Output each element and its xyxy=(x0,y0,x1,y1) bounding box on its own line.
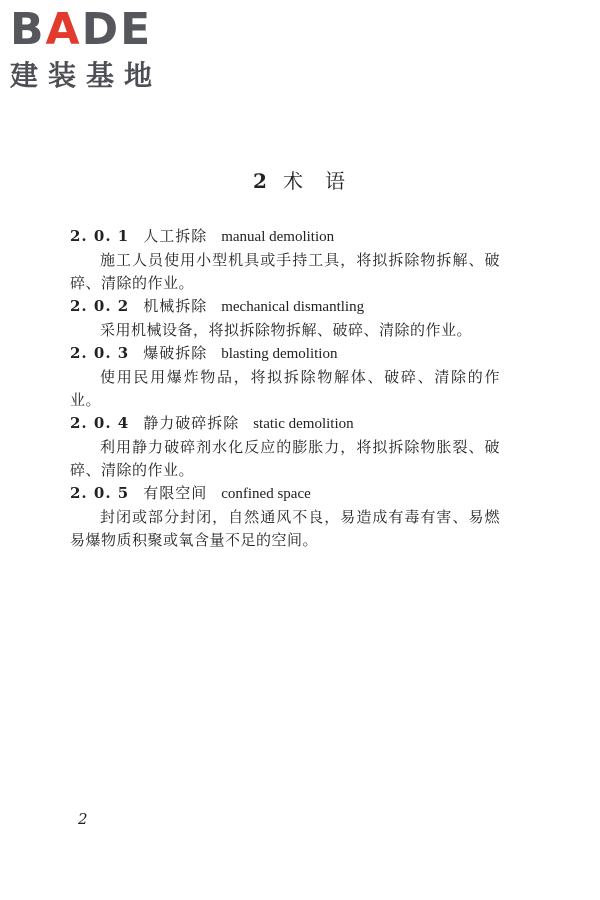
term-number: 2. 0. 3 xyxy=(70,344,130,362)
page-number: 2 xyxy=(78,810,88,828)
term-number: 2. 0. 2 xyxy=(70,297,130,315)
term-entry xyxy=(70,225,500,295)
term-chinese: 爆破拆除 xyxy=(143,344,208,362)
term-number: 2. 0. 5 xyxy=(70,484,130,502)
chapter-number: 2 xyxy=(253,169,269,193)
logo-letter-b: B xyxy=(10,4,46,55)
term-chinese: 人工拆除 xyxy=(143,227,208,245)
term-chinese: 机械拆除 xyxy=(143,297,208,315)
term-entry xyxy=(70,482,500,552)
term-english: manual demolition xyxy=(221,229,335,245)
logo-subtitle: 建装基地 xyxy=(10,59,163,92)
term-english: confined space xyxy=(221,486,311,502)
logo-wordmark xyxy=(10,6,180,54)
logo-letters-de: DE xyxy=(81,4,153,55)
term-entry xyxy=(70,295,500,342)
term-heading xyxy=(70,412,500,436)
term-chinese: 静力破碎拆除 xyxy=(143,414,240,432)
term-definition: 施工人员使用小型机具或手持工具，将拟拆除物拆解、破碎、清除的作业。 xyxy=(70,251,500,292)
term-heading xyxy=(70,225,500,249)
terms-list xyxy=(70,225,500,552)
term-heading xyxy=(70,342,500,366)
term-chinese: 有限空间 xyxy=(143,484,208,502)
term-heading xyxy=(70,295,500,319)
term-definition: 采用机械设备，将拟拆除物拆解、破碎、清除的作业。 xyxy=(100,321,473,339)
chapter-title xyxy=(0,167,600,195)
brand-logo xyxy=(10,6,180,92)
chapter-title-char: 语 xyxy=(324,169,347,193)
term-definition: 使用民用爆炸物品，将拟拆除物解体、破碎、清除的作业。 xyxy=(70,368,500,409)
term-definition: 利用静力破碎剂水化反应的膨胀力，将拟拆除物胀裂、破碎、清除的作业。 xyxy=(70,438,500,479)
term-definition: 封闭或部分封闭，自然通风不良，易造成有毒有害、易燃易爆物质积聚或氧含量不足的空间。 xyxy=(70,508,500,549)
term-entry xyxy=(70,342,500,412)
term-english: static demolition xyxy=(253,416,354,432)
term-english: blasting demolition xyxy=(221,346,338,362)
term-number: 2. 0. 4 xyxy=(70,414,130,432)
logo-letter-a: A xyxy=(45,4,82,55)
chapter-title-char: 术 xyxy=(282,169,325,193)
term-heading xyxy=(70,482,500,506)
term-english: mechanical dismantling xyxy=(221,299,365,315)
term-entry xyxy=(70,412,500,482)
term-number: 2. 0. 1 xyxy=(70,227,130,245)
